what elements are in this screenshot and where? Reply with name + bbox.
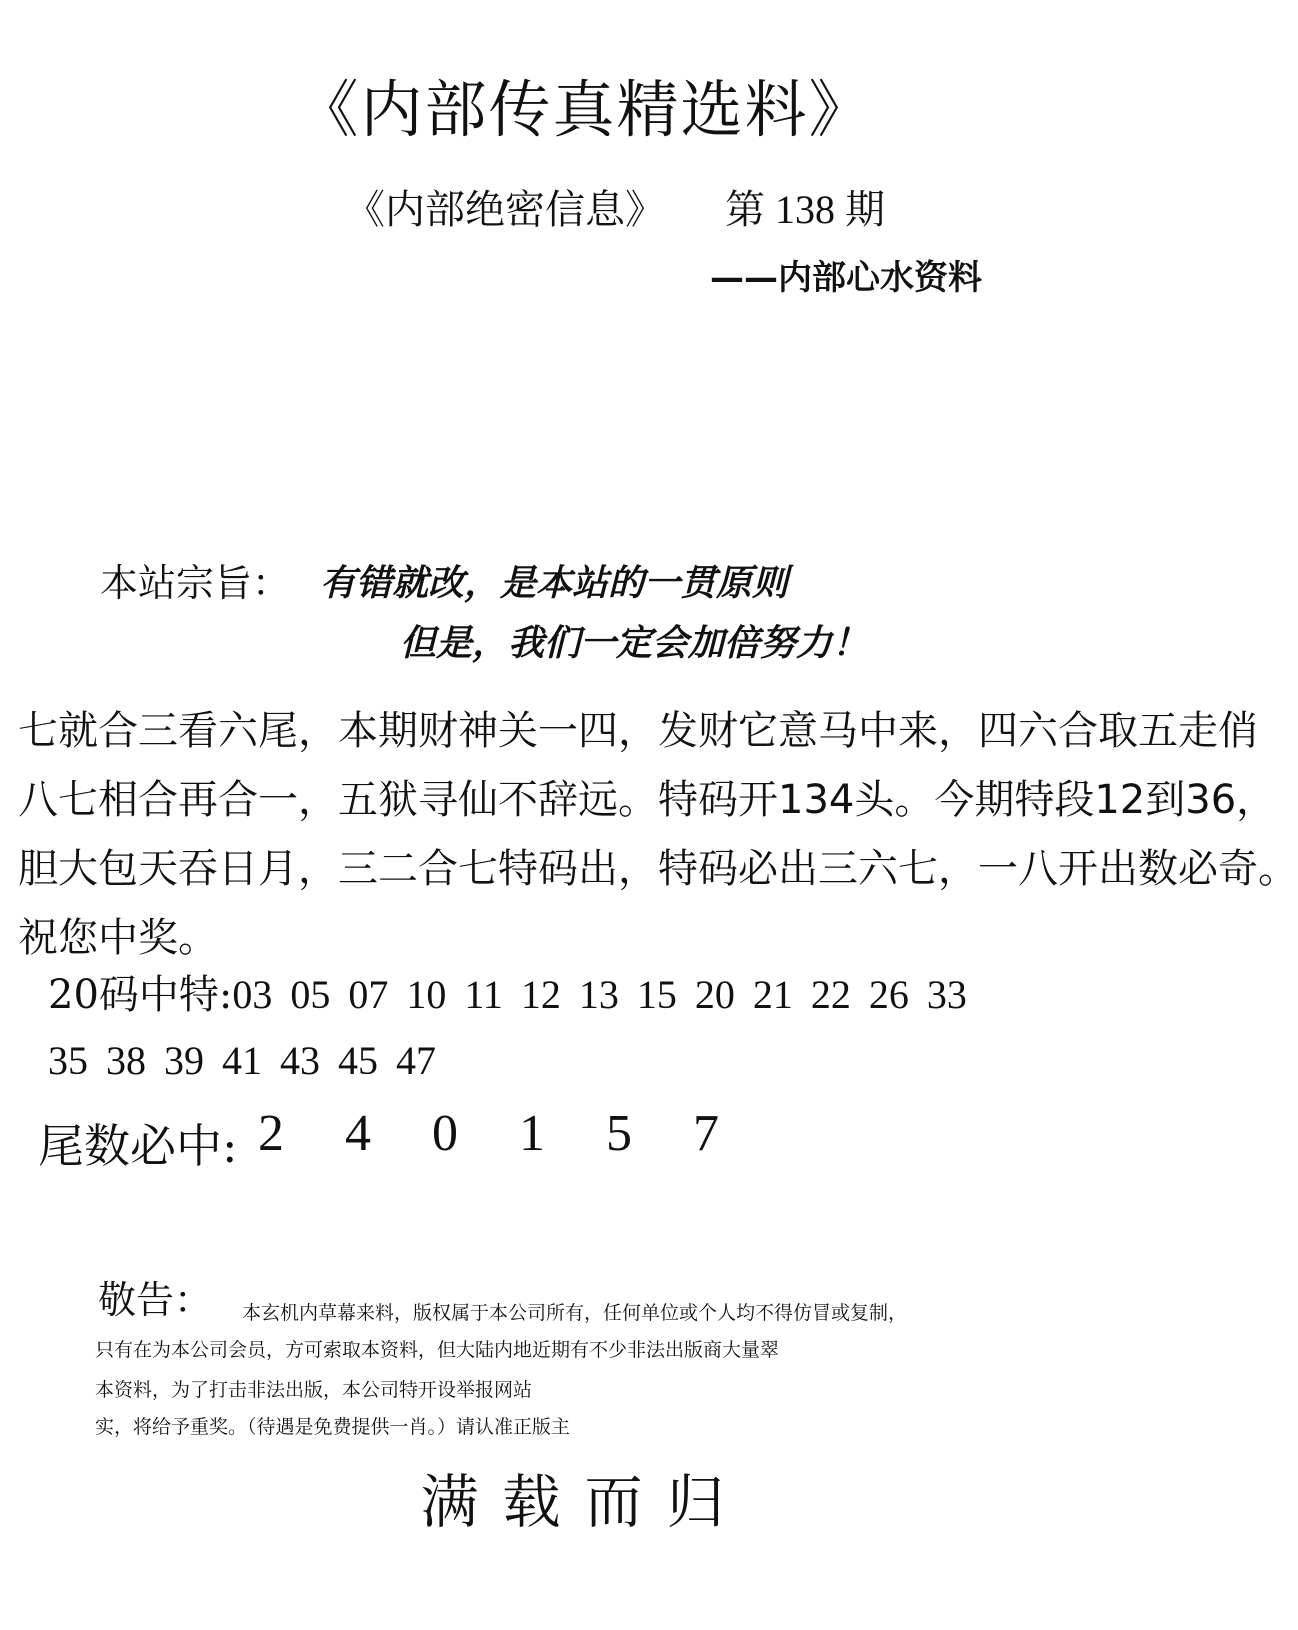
tail-label: 尾数必中:	[38, 1119, 238, 1173]
tail-digits: 2 4 0 1 5 7	[258, 1105, 743, 1162]
poem-line-4: 祝您中奖。	[18, 915, 218, 961]
motto-line-1: 有错就改，是本站的一贯原则	[320, 562, 789, 604]
notice-label: 敬告：	[98, 1278, 213, 1322]
notice-line-2: 只有在为本公司会员，方可索取本资料，但大陆内地近期有不少非法出版商大量翠	[95, 1339, 780, 1361]
motto-line-2: 但是，我们一定会加倍努力！	[400, 622, 869, 664]
codes-numbers-2: 35 38 39 41 43 45 47	[48, 1038, 436, 1083]
codes-numbers-1: 03 05 07 10 11 12 13 15 20 21 22 26 33	[232, 972, 967, 1017]
poem-line-1: 七就合三看六尾，本期财神关一四，发财它意马中来，四六合取五走俏	[18, 708, 1258, 754]
notice-line-3: 本资料，为了打击非法出版，本公司特开设举报网站	[95, 1379, 533, 1401]
codes-label: 20码中特:	[48, 972, 233, 1018]
poem-line-2: 八七相合再合一，五狱寻仙不辞远。特码开134头。今期特段12到36，	[18, 777, 1277, 823]
notice-line-4: 实，将给予重奖。（待遇是免费提供一肖。）请认准正版主	[95, 1416, 571, 1438]
source-note: ——内部心水资料	[710, 258, 982, 298]
subtitle: 《内部绝密信息》	[345, 187, 665, 233]
poem-block	[18, 697, 1298, 973]
notice-line-1: 本玄机内草幕来料，版权属于本公司所有，任何单位或个人均不得仿冒或复制，	[242, 1302, 908, 1324]
codes-row-1	[48, 962, 967, 1028]
issue-number: 第 138 期	[725, 187, 885, 232]
motto-label: 本站宗旨：	[100, 561, 291, 605]
codes-block	[48, 962, 967, 1094]
closing-phrase: 满载而归	[420, 1468, 749, 1536]
poem-line-3: 胆大包天吞日月，三二合七特码出，特码必出三六七，一八开出数必奇。	[18, 846, 1298, 892]
page-title: 《内部传真精选料》	[296, 73, 873, 146]
